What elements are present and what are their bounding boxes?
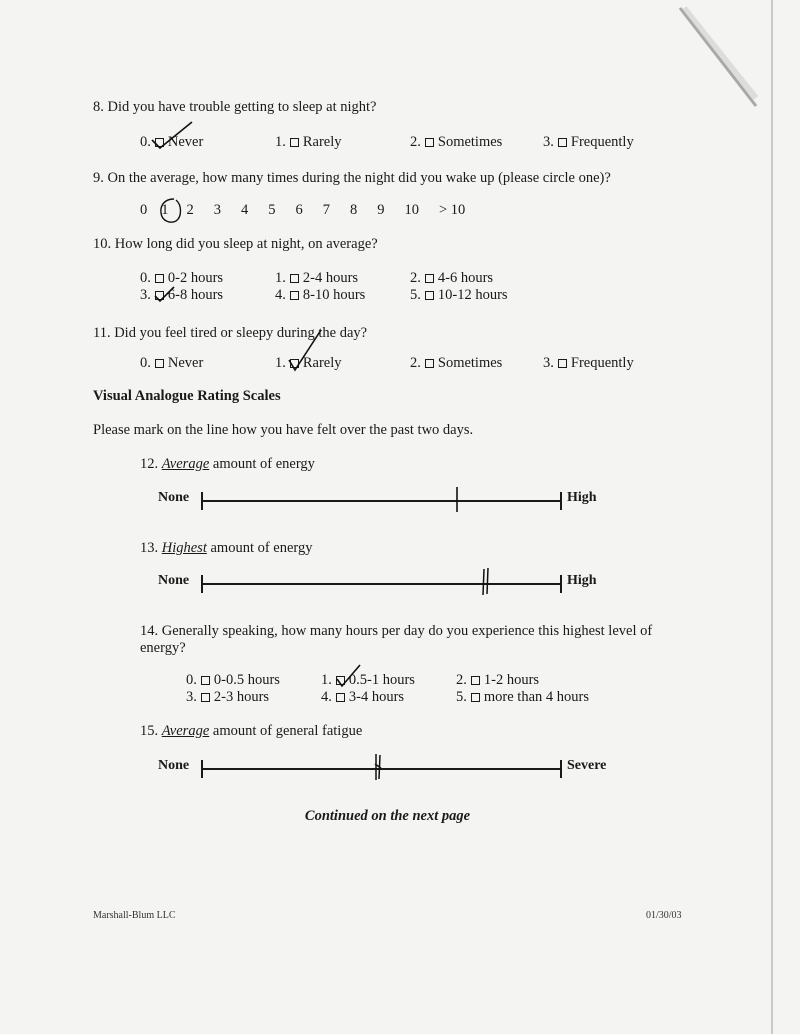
question-13: 13. Highest amount of energy	[140, 540, 313, 556]
response-mark	[480, 567, 492, 597]
question-10: 10. How long did you sleep at night, on average?	[93, 236, 378, 252]
q9-number-row	[140, 202, 485, 219]
q14-option-5[interactable]: 5. more than 4 hours	[456, 689, 589, 705]
question-9: 9. On the average, how many times during the night did you wake up (please circle one)?	[93, 170, 611, 186]
q11-option-never[interactable]: 0. Never	[140, 355, 204, 371]
q9-number[interactable]: 8	[350, 202, 358, 218]
q10-option-8-10[interactable]: 4. 8-10 hours	[275, 287, 366, 303]
q14-option-3[interactable]: 3. 2-3 hours	[186, 689, 270, 705]
checkbox-icon[interactable]	[290, 138, 299, 147]
q8-option-sometimes[interactable]: 2. Sometimes	[410, 134, 503, 150]
checkbox-icon[interactable]	[425, 138, 434, 147]
scale-right-label: High	[567, 573, 597, 588]
scale-start-tick	[201, 760, 203, 778]
q10-option-0-2[interactable]: 0. 0-2 hours	[140, 270, 224, 286]
q11-option-sometimes[interactable]: 2. Sometimes	[410, 355, 503, 371]
q9-number[interactable]: 10	[404, 202, 419, 218]
question-14-cont: energy?	[140, 640, 186, 656]
q9-number[interactable]: 7	[322, 202, 330, 218]
footer-date: 01/30/03	[646, 910, 682, 921]
checkbox-icon[interactable]	[336, 676, 345, 685]
folded-corner-mark	[678, 6, 758, 116]
q9-number[interactable]: 4	[241, 202, 249, 218]
checkbox-icon[interactable]	[425, 359, 434, 368]
scale-end-tick	[560, 760, 562, 778]
checkbox-icon[interactable]	[558, 138, 567, 147]
scale-start-tick	[201, 492, 203, 510]
scale-right-label: Severe	[567, 758, 607, 773]
q9-number[interactable]: 9	[377, 202, 385, 218]
checkbox-icon[interactable]	[155, 138, 164, 147]
checkbox-icon[interactable]	[471, 676, 480, 685]
instruction-text: Please mark on the line how you have felt over the past two days.	[93, 422, 474, 438]
q8-option-frequently[interactable]: 3. Frequently	[543, 134, 634, 150]
checkbox-icon[interactable]	[155, 359, 164, 368]
q11-option-frequently[interactable]: 3. Frequently	[543, 355, 634, 371]
scale-end-tick	[560, 575, 562, 593]
response-mark	[372, 752, 384, 782]
q14-option-4[interactable]: 4. 3-4 hours	[321, 689, 405, 705]
checkbox-icon[interactable]	[290, 274, 299, 283]
scale-right-label: High	[567, 490, 597, 505]
checkbox-icon[interactable]	[290, 291, 299, 300]
continued-note: Continued on the next page	[304, 808, 471, 824]
scale-left-label: None	[158, 490, 190, 505]
section-heading: Visual Analogue Rating Scales	[93, 388, 281, 404]
q14-option-2[interactable]: 2. 1-2 hours	[456, 672, 540, 688]
rating-scale[interactable]	[201, 490, 562, 514]
checkbox-icon[interactable]	[290, 359, 299, 368]
scale-line	[201, 583, 562, 585]
q9-number[interactable]: 6	[295, 202, 303, 218]
checkbox-icon[interactable]	[425, 291, 434, 300]
checkbox-icon[interactable]	[155, 291, 164, 300]
q8-option-never[interactable]: 0. Never	[140, 134, 204, 150]
scale-left-label: None	[158, 573, 190, 588]
page-edge	[771, 0, 773, 1034]
q9-number[interactable]: 3	[213, 202, 221, 218]
question-15: 15. Average amount of general fatigue	[140, 723, 363, 739]
checkbox-icon[interactable]	[201, 693, 210, 702]
q9-number[interactable]: 0	[140, 202, 148, 218]
q9-number[interactable]: 1	[161, 202, 169, 218]
checkbox-icon[interactable]	[558, 359, 567, 368]
question-14: 14. Generally speaking, how many hours per day do you experience this highest level of	[140, 623, 653, 639]
scale-line	[201, 500, 562, 502]
q10-option-4-6[interactable]: 2. 4-6 hours	[410, 270, 494, 286]
checkbox-icon[interactable]	[155, 274, 164, 283]
rating-scale[interactable]	[201, 573, 562, 597]
footer-company: Marshall-Blum LLC	[93, 910, 176, 921]
checkbox-icon[interactable]	[201, 676, 210, 685]
q8-option-rarely[interactable]: 1. Rarely	[275, 134, 342, 150]
q10-option-2-4[interactable]: 1. 2-4 hours	[275, 270, 359, 286]
q9-number[interactable]: 5	[268, 202, 276, 218]
q10-option-10-12[interactable]: 5. 10-12 hours	[410, 287, 508, 303]
scale-start-tick	[201, 575, 203, 593]
scale-left-label: None	[158, 758, 190, 773]
scale-end-tick	[560, 492, 562, 510]
q14-option-1[interactable]: 1. 0.5-1 hours	[321, 672, 415, 688]
q9-number[interactable]: > 10	[439, 202, 466, 218]
question-12: 12. Average amount of energy	[140, 456, 315, 472]
q14-option-0[interactable]: 0. 0-0.5 hours	[186, 672, 280, 688]
question-11: 11. Did you feel tired or sleepy during the day?	[93, 325, 368, 341]
q9-number[interactable]: 2	[186, 202, 194, 218]
q11-option-rarely[interactable]: 1. Rarely	[275, 355, 342, 371]
question-8: 8. Did you have trouble getting to sleep at night?	[93, 99, 377, 115]
q10-option-6-8[interactable]: 3. 6-8 hours	[140, 287, 224, 303]
checkbox-icon[interactable]	[425, 274, 434, 283]
scale-line	[201, 768, 562, 770]
checkbox-icon[interactable]	[336, 693, 345, 702]
checkbox-icon[interactable]	[471, 693, 480, 702]
rating-scale[interactable]	[201, 758, 562, 782]
